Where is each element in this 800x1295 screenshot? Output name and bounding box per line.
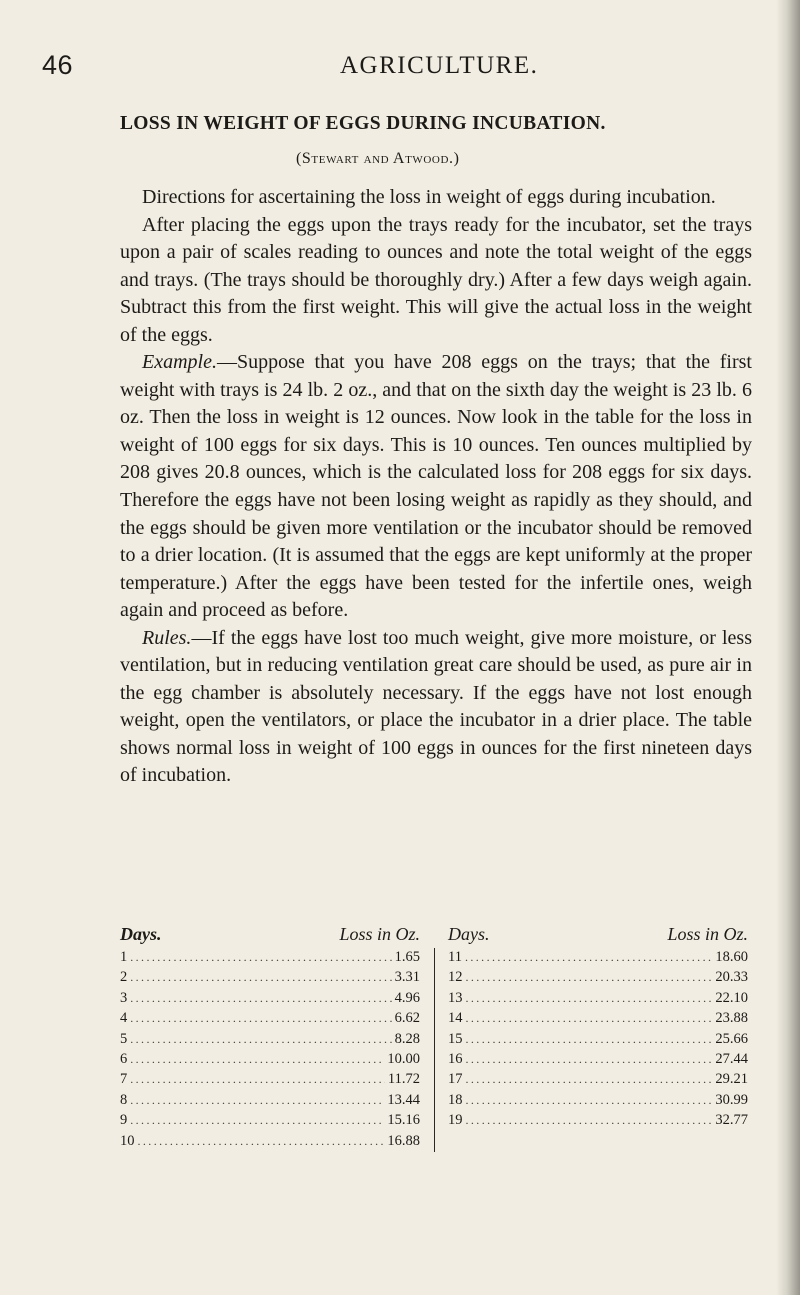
loss-cell: 32.77 xyxy=(715,1112,748,1129)
day-cell: 7 xyxy=(120,1071,128,1088)
loss-cell: 15.16 xyxy=(387,1112,420,1129)
table-row xyxy=(120,1008,420,1028)
loss-cell: 29.21 xyxy=(715,1071,748,1088)
dot-leader xyxy=(130,1090,384,1110)
loss-cell: 20.33 xyxy=(715,969,748,986)
loss-cell: 6.62 xyxy=(394,1010,420,1027)
paragraph-procedure: After placing the eggs upon the trays ready for the incubator, set the trays upon a pair of scales reading to ounces and note the total weight of the eggs and trays. (The trays should be thoroughly dry.) After a few days weigh again. Subtract this from the first weight. This will give the actual loss in the weight of the eggs. xyxy=(120,213,752,346)
dot-leader xyxy=(466,1049,713,1069)
table-row xyxy=(120,1131,420,1151)
example-label: Example. xyxy=(142,351,217,374)
dot-leader xyxy=(466,967,713,987)
column-divider xyxy=(434,948,435,1152)
loss-cell: 25.66 xyxy=(715,1030,748,1047)
day-cell: 16 xyxy=(448,1050,463,1067)
dot-leader xyxy=(466,1029,713,1049)
day-cell: 6 xyxy=(120,1050,128,1067)
dot-leader xyxy=(130,988,391,1008)
day-cell: 11 xyxy=(448,949,462,965)
loss-cell: 13.44 xyxy=(387,1091,420,1108)
table-row xyxy=(448,1090,748,1110)
day-cell: 19 xyxy=(448,1112,463,1129)
table-rows xyxy=(120,947,420,1151)
table-header xyxy=(120,922,420,947)
day-cell: 17 xyxy=(448,1071,463,1088)
example-text: —Suppose that you have 208 eggs on the trays; that the first weight with trays is 24 lb. 2 oz., and that on the sixth day the weight is 23 lb. 6 oz. Then the loss in weight is 12 ounces. Now look in the table for the loss in weight of 100 eggs for six days. This is 10 ounces. Ten ounces multiplied by 208 gives 20.8 ounces, which is the calculated loss for 208 eggs for six days. Therefore the eggs have not been losing weight as rapidly as they should, and the eggs should be given more ventilation or the incubator should be removed to a drier location. (It is assumed that the eggs are kept uniformly at the proper temperature.) After the eggs have been tested for the infertile ones, weigh again and proceed as before. xyxy=(120,351,752,622)
day-cell: 14 xyxy=(448,1010,463,1027)
loss-cell: 10.00 xyxy=(387,1050,420,1067)
dot-leader xyxy=(466,988,713,1008)
table-row xyxy=(120,947,420,967)
table-row xyxy=(448,947,748,967)
table-row xyxy=(120,1090,420,1110)
day-cell: 5 xyxy=(120,1030,128,1047)
paragraph-rules xyxy=(120,625,752,790)
column-header-loss: Loss in Oz. xyxy=(339,924,420,944)
day-cell: 8 xyxy=(120,1091,128,1108)
day-cell: 4 xyxy=(120,1010,128,1027)
dot-leader xyxy=(130,1008,391,1028)
loss-cell: 18.60 xyxy=(715,949,748,965)
loss-cell: 27.44 xyxy=(715,1050,748,1067)
dot-leader xyxy=(130,1049,384,1069)
day-cell: 1 xyxy=(120,949,128,965)
dot-leader xyxy=(130,1069,385,1089)
table-row xyxy=(448,1029,748,1049)
page-number: 46 xyxy=(42,50,74,80)
day-cell: 12 xyxy=(448,969,463,986)
loss-cell: 30.99 xyxy=(715,1091,748,1108)
table-row xyxy=(120,988,420,1008)
day-cell: 9 xyxy=(120,1112,128,1129)
table-row xyxy=(448,1069,748,1089)
paragraph-directions: Directions for ascertaining the loss in weight of eggs during incubation. xyxy=(142,186,716,208)
table-row xyxy=(448,967,748,987)
table-days-11-19 xyxy=(448,922,748,1131)
dot-leader xyxy=(130,947,391,967)
dot-leader xyxy=(130,1110,384,1130)
dot-leader xyxy=(138,1131,385,1151)
running-head: AGRICULTURE. xyxy=(340,52,539,79)
table-row xyxy=(120,1049,420,1069)
column-header-loss: Loss in Oz. xyxy=(667,924,748,944)
loss-cell: 23.88 xyxy=(715,1010,748,1027)
dot-leader xyxy=(465,947,712,967)
table-row xyxy=(448,988,748,1008)
loss-cell: 3.31 xyxy=(394,969,420,986)
table-row xyxy=(120,1029,420,1049)
dot-leader xyxy=(130,967,391,987)
article-body xyxy=(120,184,752,790)
article-title: LOSS IN WEIGHT OF EGGS DURING INCUBATION. xyxy=(120,113,606,134)
table-row xyxy=(120,967,420,987)
table-days-1-10 xyxy=(120,922,420,1151)
table-row xyxy=(448,1008,748,1028)
day-cell: 18 xyxy=(448,1091,463,1108)
table-row xyxy=(448,1110,748,1130)
dot-leader xyxy=(466,1069,713,1089)
dot-leader xyxy=(466,1110,713,1130)
page-edge-shadow xyxy=(776,0,800,1295)
paragraph-example xyxy=(120,349,752,624)
loss-cell: 11.72 xyxy=(387,1071,420,1088)
rules-label: Rules. xyxy=(142,626,192,649)
table-rows xyxy=(448,947,748,1131)
day-cell: 10 xyxy=(120,1132,135,1149)
day-cell: 3 xyxy=(120,989,128,1006)
loss-cell: 1.65 xyxy=(394,949,420,965)
weight-loss-tables xyxy=(120,922,760,1162)
table-row xyxy=(120,1110,420,1130)
table-row xyxy=(120,1069,420,1089)
article-byline: (Stewart and Atwood.) xyxy=(296,150,460,167)
column-header-days: Days. xyxy=(120,924,162,944)
loss-cell: 4.96 xyxy=(394,989,420,1006)
column-header-days: Days. xyxy=(448,924,490,944)
table-header xyxy=(448,922,748,947)
loss-cell: 22.10 xyxy=(715,989,748,1006)
day-cell: 15 xyxy=(448,1030,463,1047)
dot-leader xyxy=(466,1090,713,1110)
day-cell: 13 xyxy=(448,989,463,1006)
dot-leader xyxy=(130,1029,391,1049)
table-row xyxy=(448,1049,748,1069)
loss-cell: 16.88 xyxy=(387,1132,420,1149)
day-cell: 2 xyxy=(120,969,128,986)
dot-leader xyxy=(466,1008,713,1028)
loss-cell: 8.28 xyxy=(394,1030,420,1047)
rules-text: —If the eggs have lost too much weight, give more moisture, or less ventilation, but in reducing ventilation great care should be used, as pure air in the egg chamber is absolutely necessary. If the eggs have not lost enough weight, open the ventilators, or place the incubator in a drier place. The table shows normal loss in weight of 100 eggs in ounces for the first nineteen days of incubation. xyxy=(120,626,752,787)
